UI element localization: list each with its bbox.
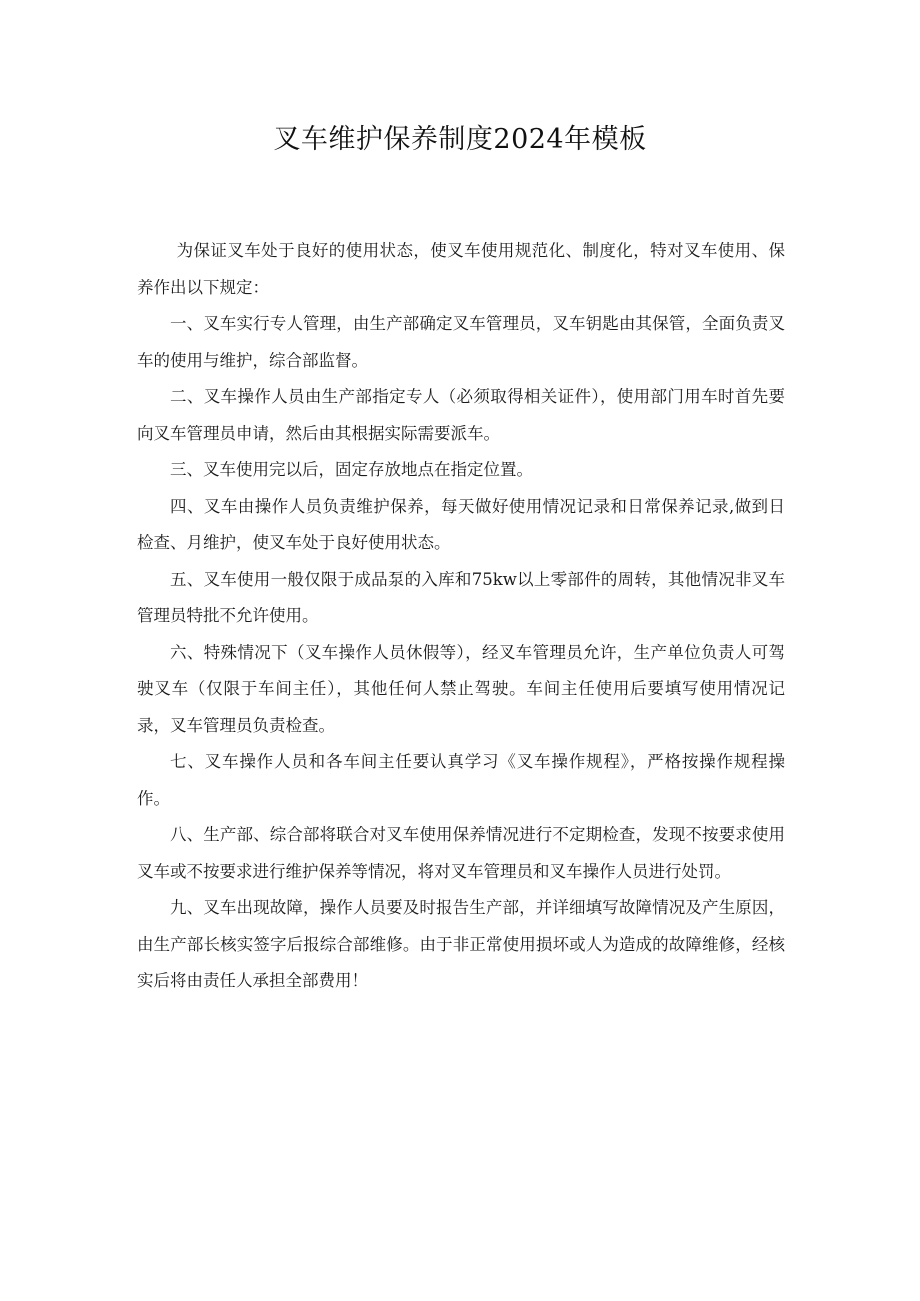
rule-paragraph-4: 四、叉车由操作人员负责维护保养，每天做好使用情况记录和日常保养记录,做到日检查、月维护，使叉车处于良好使用状态。 <box>137 496 785 552</box>
rule-paragraph-2: 二、叉车操作人员由生产部指定专人（必须取得相关证件），使用部门用车时首先要向叉车管理员申请，然后由其根据实际需要派车。 <box>137 387 785 443</box>
rule-paragraph-6: 六、特殊情况下（叉车操作人员休假等），经叉车管理员允许，生产单位负责人可驾驶叉车（仅限于车间主任），其他任何人禁止驾驶。车间主任使用后要填写使用情况记录，叉车管理员负责检查。 <box>137 642 785 735</box>
rule-paragraph-8: 八、生产部、综合部将联合对叉车使用保养情况进行不定期检查，发现不按要求使用叉车或不按要求进行维护保养等情况，将对叉车管理员和叉车操作人员进行处罚。 <box>137 825 785 881</box>
page-title: 叉车维护保养制度2024年模板 <box>273 124 647 155</box>
rule-paragraph-1: 一、叉车实行专人管理，由生产部确定叉车管理员，叉车钥匙由其保管，全面负责叉车的使用与维护，综合部监督。 <box>137 314 785 370</box>
intro-paragraph: 为保证叉车处于良好的使用状态，使叉车使用规范化、制度化，特对叉车使用、保养作出以下规定： <box>137 241 785 297</box>
rule-paragraph-7: 七、叉车操作人员和各车间主任要认真学习《叉车操作规程》，严格按操作规程操作。 <box>137 752 785 808</box>
document-body <box>137 233 785 1000</box>
rule-paragraph-5: 五、叉车使用一般仅限于成品泵的入库和75kw以上零部件的周转，其他情况非叉车管理员特批不允许使用。 <box>137 569 785 625</box>
rule-paragraph-3: 三、叉车使用完以后，固定存放地点在指定位置。 <box>170 460 533 479</box>
rule-paragraph-9: 九、叉车出现故障，操作人员要及时报告生产部，并详细填写故障情况及产生原因，由生产部长核实签字后报综合部维修。由于非正常使用损坏或人为造成的故障维修，经核实后将由责任人承担全部费用！ <box>137 898 785 990</box>
